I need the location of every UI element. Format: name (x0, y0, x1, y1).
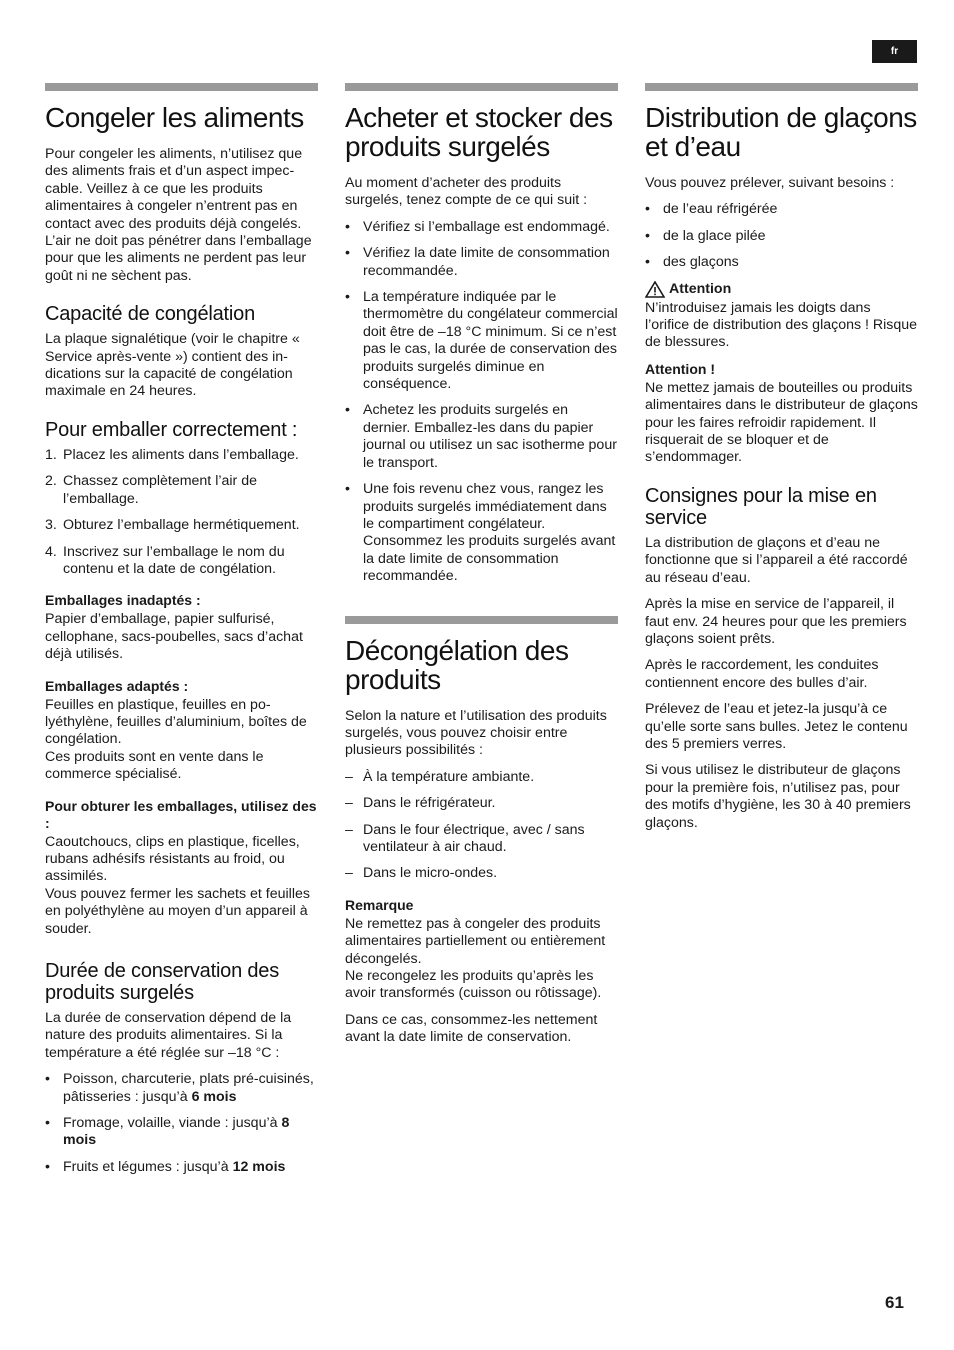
section-title-acheter: Acheter et stocker des produits surgelés (345, 102, 613, 162)
section-title-congeler: Congeler les aliments (45, 102, 304, 133)
page-number: 61 (885, 1293, 904, 1312)
list-item: 1. Placez les aliments dans l’emballage. (45, 446, 299, 463)
list-item: 2. Chassez complètement l’air de l’emballage. (45, 473, 257, 507)
list-item: • Une fois revenu chez vous, rangez les produits surgelés immédiatement dans le compartiment congélateur. Consommez les produits surgelés avant la date limite de consommation recommandée. (345, 481, 618, 585)
paragraph-consignes-2: Après la mise en service de l’appareil, il faut env. 24 heures pour que les premiers glaçons soient prêts. (645, 596, 907, 647)
paragraph-consignes-3: Après le raccordement, les conduites contiennent encore des bulles d’air. (645, 657, 879, 691)
column-dispenser (645, 83, 918, 841)
label-obturer: Pour obturer les emballages, utilisez des : (45, 797, 317, 831)
paragraph-obturer-2: Vous pouvez fermer les sachets et feuilles en polyéthylène au moyen d’un appareil à souder. (45, 885, 310, 937)
label-attention-2: Attention ! (645, 360, 715, 377)
paragraph-intro-2: Selon la nature et l’utilisation des produits surgelés, vous pouvez choisir entre plusieurs possibilités : (345, 707, 607, 759)
list-item: • Fruits et légumes : jusqu’à 12 mois (45, 1159, 318, 1176)
section-bar (45, 83, 318, 91)
paragraph-obturer-1: Caoutchoucs, clips en plastique, ficelles, rubans adhésifs résistants au froid, ou assimilés. (45, 833, 300, 885)
paragraph-inadaptes: Papier d’emballage, papier sulfurisé, cellophane, sacs-poubelles, sacs d’achat déjà utilisés. (45, 611, 303, 663)
list-item: • des glaçons (645, 254, 918, 271)
heading-capacite: Capacité de congélation (45, 303, 255, 326)
attention-label: Attention (645, 281, 918, 298)
list-item: • Vérifiez si l’emballage est endommagé. (345, 219, 618, 236)
column-buying (345, 83, 618, 1056)
thaw-list (345, 769, 618, 883)
paragraph-consignes-5: Si vous utilisez le distributeur de glaçons pour la première fois, n’utilisez pas, pour des motifs d’hygiène, les 30 à 40 premiers glaçons. (645, 762, 911, 831)
language-badge: fr (872, 40, 917, 63)
paragraph-attention-1: N’introduisez jamais les doigts dans l’orifice de distribution des glaçons ! Risque de blessures. (645, 299, 918, 351)
list-item: • La température indiquée par le thermomètre du congélateur commercial doit être de –18 °C minimum. Si ce n’est pas le cas, la durée de conservation des produits surgelés diminue en conséquence. (345, 289, 618, 393)
paragraph-intro: Au moment d’acheter des produits surgelés, tenez compte de ce qui suit : (345, 175, 588, 209)
column-freezing (45, 83, 318, 1185)
warning-triangle-icon (645, 281, 665, 298)
paragraph-remarque-1: Ne remettez pas à congeler des produits alimentaires partiellement ou entièrement décongelés. (345, 915, 606, 967)
paragraph-intro: Pour congeler les aliments, n’utilisez que des aliments frais et d’un aspect impeccable. Veillez à ce que les produits alimentaires à congeler n’entrent pas en contact avec des produits déjà congelés. L’air ne doit pas pénétrer dans l’emballage pour que les aliments ne perdent pas leur goût ni ne sèchent pas. (45, 146, 312, 284)
list-item: • Achetez les produits surgelés en dernier. Emballez-les dans du papier journal ou utilisez un sac isotherme pour le transport. (345, 402, 618, 472)
dispense-list (645, 201, 918, 271)
heading-duree: Durée de conservation des produits surgelés (45, 960, 280, 1004)
paragraph-remarque-2: Ne recongelez les produits qu’après les avoir transformés (cuisson ou rôtissage). (345, 968, 602, 1002)
paragraph-capacite: La plaque signalétique (voir le chapitre « Service après-vente ») contient des indications sur la capacité de congélation maximale en 24 heures. (45, 331, 300, 400)
list-item: • de la glace pilée (645, 228, 918, 245)
paragraph-remarque-3: Dans ce cas, consommez-les nettement avant la date limite de conservation. (345, 1011, 598, 1046)
label-remarque: Remarque (345, 896, 414, 913)
paragraph-consignes-1: La distribution de glaçons et d’eau ne fonctionne que si l’appareil a été raccordé au réseau d’eau. (645, 534, 908, 586)
list-item: • de l’eau réfrigérée (645, 201, 918, 218)
paragraph-adaptes-1: Feuilles en plastique, feuilles en polyéthylène, feuilles d’aluminium, boîtes de congélation. (45, 696, 307, 748)
paragraph-adaptes-2: Ces produits sont en vente dans le commerce spécialisé. (45, 748, 264, 783)
section-bar (345, 616, 618, 624)
paragraph-intro: Vous pouvez prélever, suivant besoins : (645, 175, 895, 191)
list-item: • Fromage, volaille, viande : jusqu’à 8 mois (45, 1115, 318, 1150)
paragraph-consignes-4: Prélevez de l’eau et jetez-la jusqu’à ce qu’elle sorte sans bulles. Jetez le contenu des 5 premiers verres. (645, 701, 908, 752)
list-item: • Poisson, charcuterie, plats pré-cuisinés, pâtisseries : jusqu’à 6 mois (45, 1071, 318, 1106)
list-item: – Dans le four électrique, avec / sans ventilateur à air chaud. (345, 822, 618, 857)
heading-emballer: Pour emballer correctement : (45, 418, 298, 441)
paragraph-attention-2: Ne mettez jamais de bouteilles ou produits alimentaires dans le distributeur de glaçons pour les faires refroidir rapidement. Il risquerait de se bloquer et de s’endommager. (645, 379, 918, 466)
paragraph-duree: La durée de conservation dépend de la nature des produits alimentaires. Si la température a été réglée sur –18 °C : (45, 1010, 292, 1061)
list-item: • Vérifiez la date limite de consommation recommandée. (345, 245, 618, 280)
section-bar (645, 83, 918, 91)
steps-list (45, 447, 318, 578)
list-item: 4. Inscrivez sur l’emballage le nom du contenu et la date de congélation. (45, 543, 285, 577)
label-adaptes: Emballages adaptés : (45, 677, 189, 694)
list-item: – À la température ambiante. (345, 769, 618, 786)
list-item: – Dans le micro-ondes. (345, 865, 618, 882)
section-bar (345, 83, 618, 91)
section-title-decongelation: Décongélation des produits (345, 634, 569, 695)
duree-list (45, 1071, 318, 1176)
section-title-distribution: Distribution de glaçons et d’eau (645, 102, 917, 162)
list-item: 3. Obturez l’emballage hermétiquement. (45, 517, 300, 534)
label-inadaptes: Emballages inadaptés : (45, 592, 201, 609)
heading-consignes: Consignes pour la mise en service (645, 484, 877, 529)
list-item: – Dans le réfrigérateur. (345, 795, 618, 812)
buying-list (345, 219, 618, 586)
